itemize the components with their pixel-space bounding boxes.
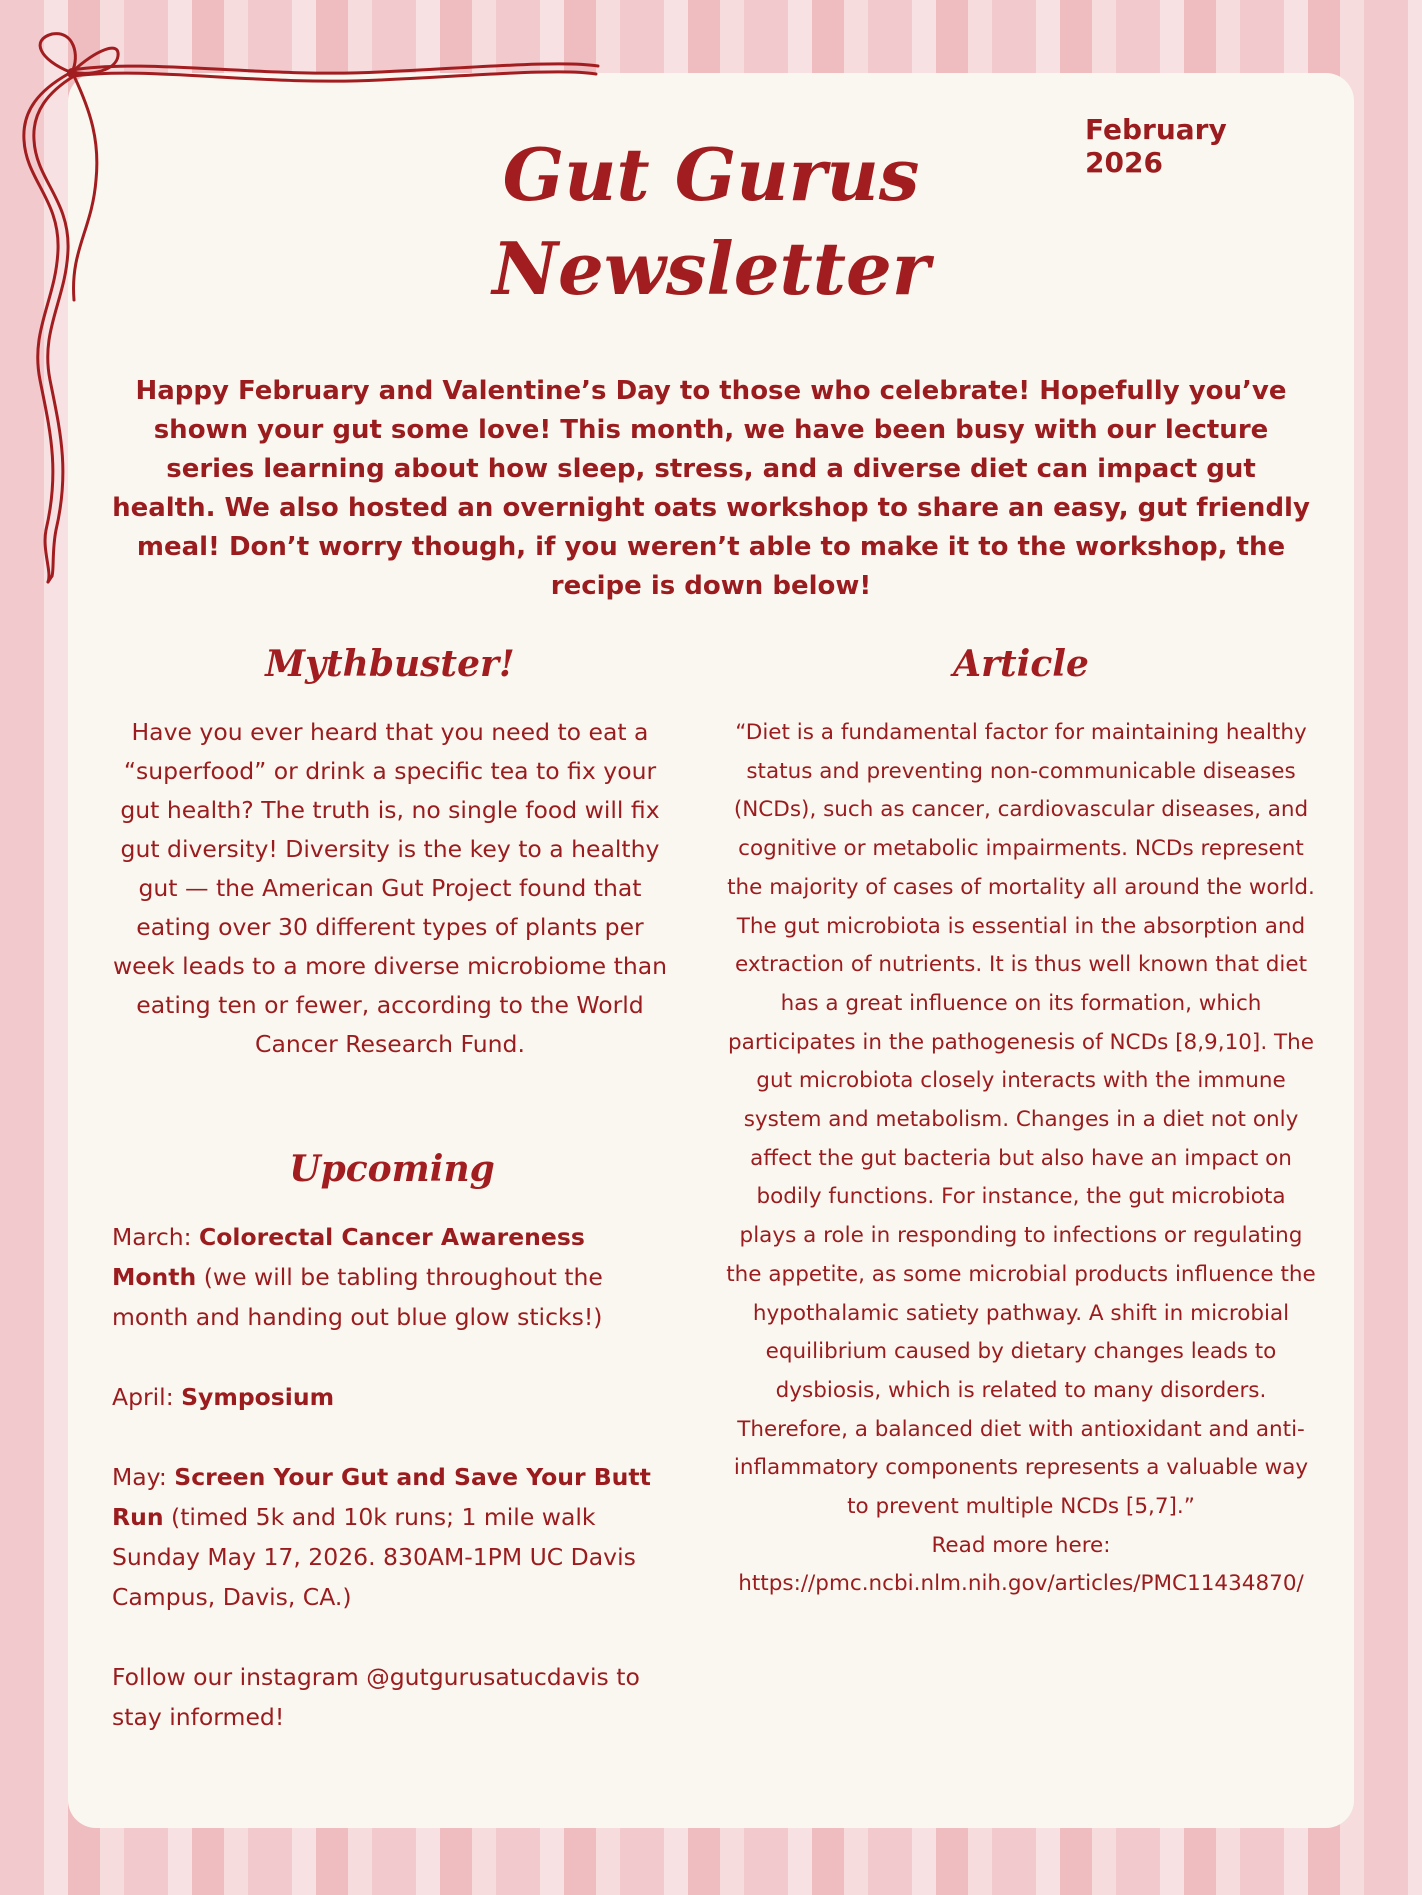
upcoming-events (112, 1217, 652, 1777)
intro-paragraph: Happy February and Valentine’s Day to those who celebrate! Hopefully you’ve shown your gut some love! This month, we have been busy with our lecture series learning about how sleep, stress, and a diverse diet can impact gut health. We also hosted an overnight oats workshop to share an easy, gut friendly meal! Don’t worry though, if you weren’t able to make it to the workshop, the recipe is down below! (112, 376, 1310, 601)
event-april: April: Symposium (112, 1383, 335, 1411)
event-march-title: Colorectal Cancer Awareness Month (112, 1223, 585, 1291)
newsletter-title (411, 128, 1011, 316)
article-quote: “Diet is a fundamental factor for maintaining healthy status and preventing non-communicable diseases (NCDs), such as cancer, cardiovascular diseases, and cognitive or metabolic impairments. NCDs represent the majority of cases of mortality all around the world. The gut microbiota is essential in the absorption and extraction of nutrients. It is thus well known that diet has a great influence on its formation, which participates in the pathogenesis of NCDs [8,9,10]. The gut microbiota closely interacts with the immune system and metabolism. Changes in a diet not only affect the gut bacteria but also have an impact on bodily functions. For instance, the gut microbiota plays a role in responding to infections or regulating the appetite, as some microbial products influence the hypothalamic satiety pathway. A shift in microbial equilibrium caused by dietary changes leads to dysbiosis, which is related to many disorders. Therefore, a balanced diet with antioxidant and anti-inflammatory components represents a valuable way to prevent multiple NCDs [5,7].” (726, 720, 1316, 1520)
event-april-title: Symposium (181, 1383, 335, 1411)
title-line-2: Newsletter (492, 226, 930, 311)
upcoming-heading: Upcoming (289, 1148, 495, 1190)
mythbuster-heading: Mythbuster! (265, 643, 515, 685)
event-may: May: Screen Your Gut and Save Your Butt Run (timed 5k and 10k runs; 1 mile walk Sunday May 17, 2026. 830AM-1PM UC Davis Campus, Davis, CA.) (112, 1463, 651, 1611)
event-march: March: Colorectal Cancer Awareness Month (we will be tabling throughout the month and handing out blue glow sticks!) (112, 1223, 603, 1331)
title-line-1: Gut Gurus (502, 132, 920, 217)
article-body (726, 714, 1316, 1604)
event-may-title: Screen Your Gut and Save Your Butt Run (112, 1463, 651, 1531)
article-link[interactable]: https://pmc.ncbi.nlm.nih.gov/articles/PMC11434870/ (738, 1571, 1304, 1597)
instagram-follow: Follow our instagram @gutgurusatucdavis to stay informed! (112, 1663, 640, 1731)
read-more-label: Read more here: (931, 1532, 1111, 1558)
mythbuster-body: Have you ever heard that you need to eat a “superfood” or drink a specific tea to fix your gut health? The truth is, no single food will fix gut diversity! Diversity is the key to a healthy gut — the American Gut Project found that eating over 30 different types of plants per week leads to a more diverse microbiome than eating ten or fewer, according to the World Cancer Research Fund. (112, 718, 668, 1058)
article-heading: Article (953, 643, 1089, 685)
issue-date: February 2026 (1085, 113, 1227, 179)
